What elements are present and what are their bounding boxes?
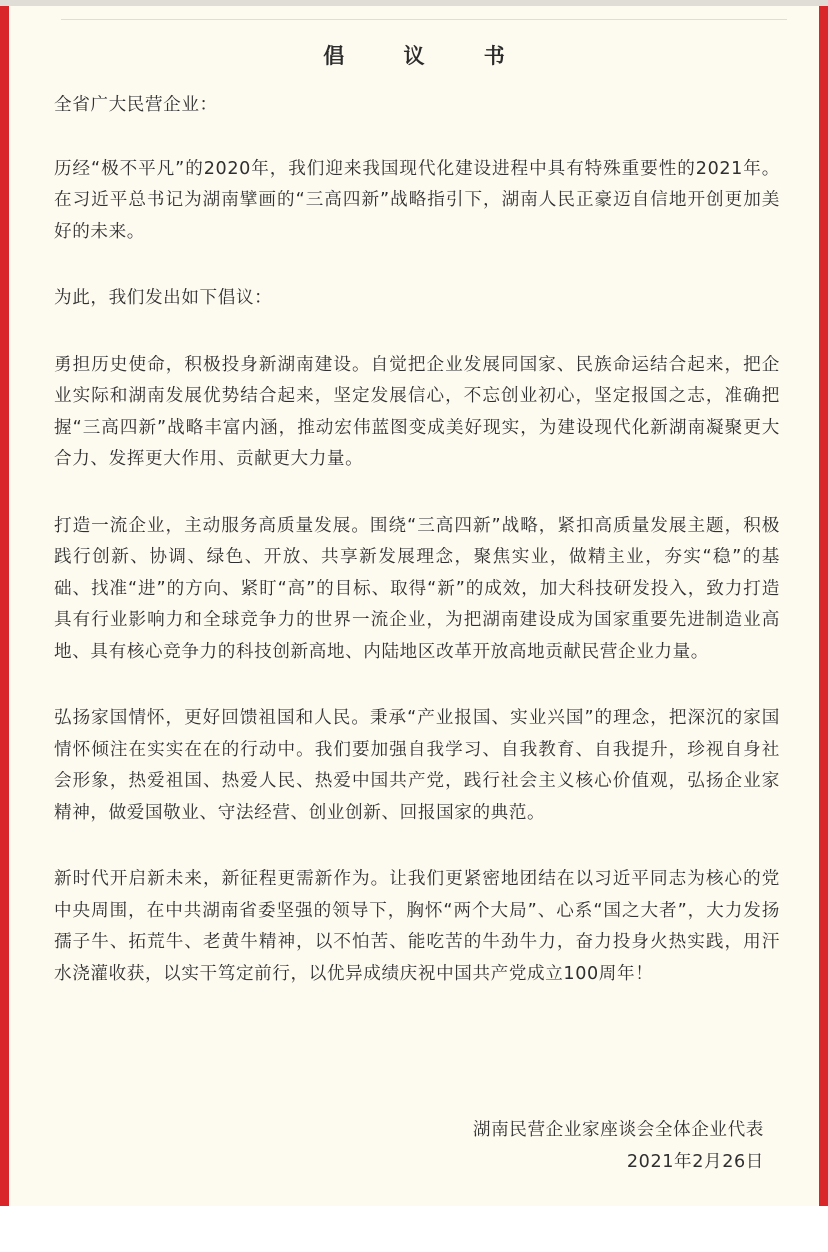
signature-date: 2021年2月26日: [626, 1151, 764, 1172]
signature-org: 湖南民营企业家座谈会全体企业代表: [472, 1120, 764, 1140]
paragraph-mission: 勇担历史使命，积极投身新湖南建设。自觉把企业发展同国家、民族命运结合起来，把企业实际和湖南发展优势结合起来，坚定发展信心，不忘创业初心，坚定报国之志，准确把握“三高四新”战略丰富内涵，推动宏伟蓝图变成美好现实，为建设现代化新湖南凝聚更大合力、发挥更大作用、贡献更大力量。: [54, 354, 780, 469]
paragraph-intro: 历经“极不平凡”的2020年，我们迎来我国现代化建设进程中具有特殊重要性的2021年。在习近平总书记为湖南擘画的“三高四新”战略指引下，湖南人民正豪迈自信地开创更加美好的未来。: [54, 158, 780, 242]
greeting: 全省广大民营企业：: [54, 95, 218, 115]
signature-block: [473, 1115, 764, 1178]
paragraph-closing: 新时代开启新未来，新征程更需新作为。让我们更紧密地团结在以习近平同志为核心的党中央周围，在中共湖南省委坚强的领导下，胸怀“两个大局”、心系“国之大者”，大力发扬孺子牛、拓荒牛、老黄牛精神，以不怕苦、能吃苦的牛劲牛力，奋力投身火热实践，用汗水浇灌收获，以实干笃定前行，以优异成绩庆祝中国共产党成立100周年！: [54, 869, 780, 984]
document-title: 倡 议 书: [323, 44, 531, 68]
paragraph-patriotism: 弘扬家国情怀，更好回馈祖国和人民。秉承“产业报国、实业兴国”的理念，把深沉的家国情怀倾注在实实在在的行动中。我们要加强自我学习、自我教育、自我提升，珍视自身社会形象，热爱祖国、热爱人民、热爱中国共产党，践行社会主义核心价值观，弘扬企业家精神，做爱国敬业、守法经营、创业创新、回报国家的典范。: [54, 708, 780, 823]
paper-divider: [61, 19, 787, 20]
paragraph-proposal-lead: 为此，我们发出如下倡议：: [54, 288, 273, 308]
document-body: [54, 90, 780, 1025]
paragraph-enterprise: 打造一流企业，主动服务高质量发展。围绕“三高四新”战略，紧扣高质量发展主题，积极践行创新、协调、绿色、开放、共享新发展理念，聚焦实业，做精主业，夯实“稳”的基础、找准“进”的方向、紧盯“高”的目标、取得“新”的成效，加大科技研发投入，致力打造具有行业影响力和全球竞争力的世界一流企业，为把湖南建设成为国家重要先进制造业高地、具有核心竞争力的科技创新高地、内陆地区改革开放高地贡献民营企业力量。: [54, 515, 780, 662]
document-paper: [9, 6, 819, 1206]
